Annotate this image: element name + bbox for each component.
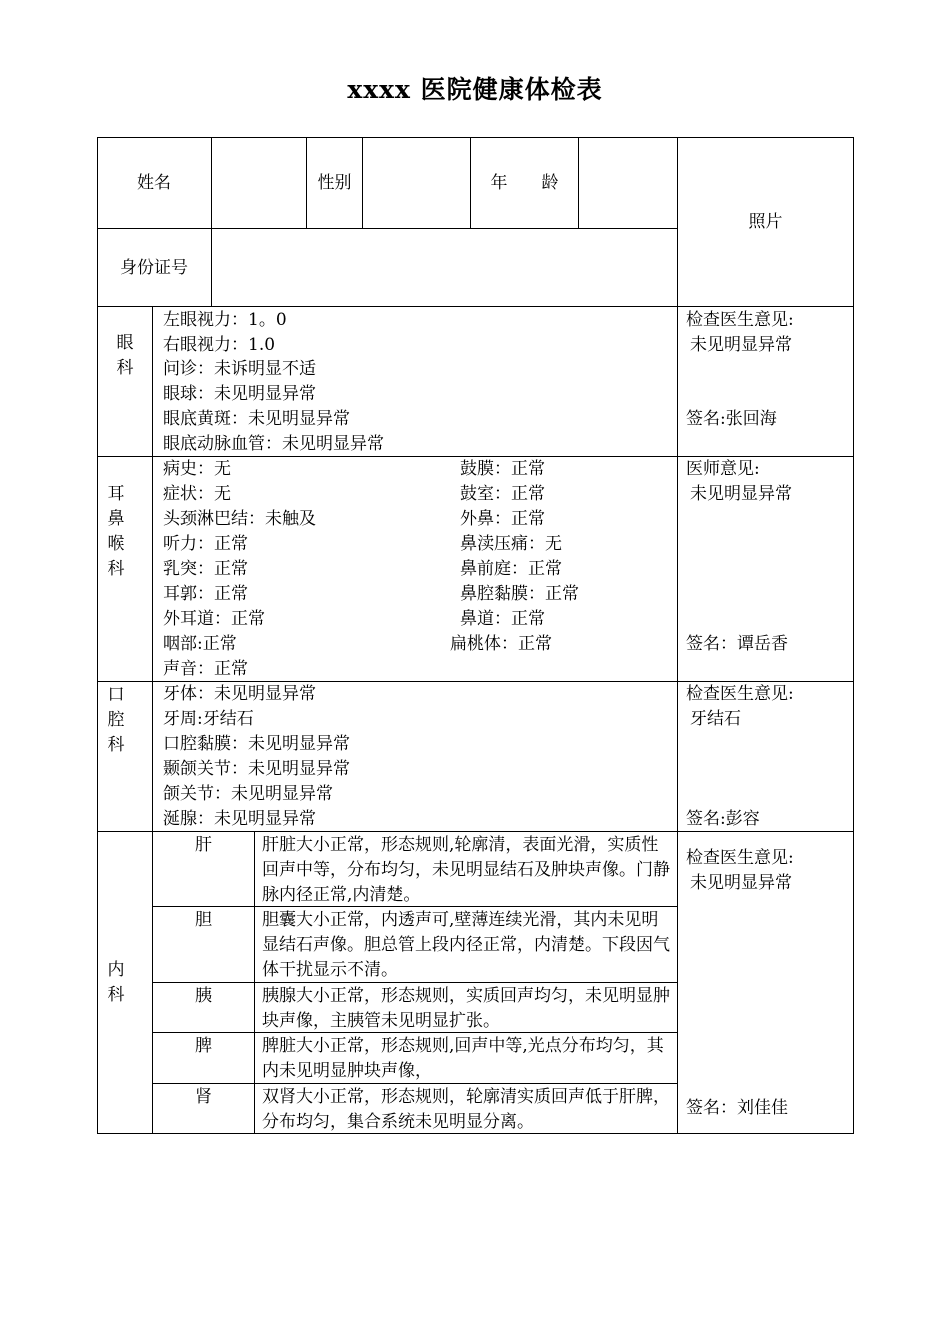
eye-line: 问诊：未诉明显不适: [163, 359, 316, 379]
oral-line: 涎腺：未见明显异常: [163, 809, 316, 829]
ent-left-line: 声音：正常: [163, 659, 248, 679]
eye-opinion: 未见明显异常: [690, 335, 792, 355]
ent-left-line: 乳突：正常: [163, 559, 248, 579]
eye-line: 眼底黄斑：未见明显异常: [163, 409, 350, 429]
organ-name-spleen: 脾: [195, 1036, 212, 1056]
ent-right-line: 鼻前庭：正常: [460, 559, 562, 579]
oral-line: 牙体：未见明显异常: [163, 684, 316, 704]
id-field[interactable]: [212, 229, 676, 306]
eye-line: 左眼视力：1。0: [163, 310, 287, 330]
oral-line: 口腔黏膜：未见明显异常: [163, 734, 350, 754]
photo-label: 照片: [748, 212, 783, 232]
organ-text-gallbladder: 胆囊大小正常，内透声可,壁薄连续光滑，其内未见明显结石声像。胆总管上段内径正常，内清楚。下段因气体干扰显示不清。: [262, 910, 670, 980]
ent-right-line: 鼻渎压痛：无: [460, 534, 562, 554]
ent-left-line: 外耳道：正常: [163, 609, 265, 629]
oral-opinion-label: 检查医生意见:: [686, 684, 794, 704]
photo-area: [678, 138, 853, 306]
ent-left-line: 病史：无: [163, 459, 231, 479]
organ-text-spleen: 脾脏大小正常，形态规则,回声中等,光点分布均匀，其内未见明显肿块声像，: [262, 1036, 664, 1081]
id-label: 身份证号: [120, 258, 188, 278]
ent-left-line: 咽部:正常: [163, 634, 237, 654]
internal-opinion: 未见明显异常: [690, 873, 792, 893]
organ-text-liver: 肝脏大小正常，形态规则,轮廓清，表面光滑，实质性回声中等，分布均匀，未见明显结石及肿块声像。门静脉内径正常,内清楚。: [262, 835, 670, 905]
name-field[interactable]: [212, 138, 305, 228]
oral-line: 牙周:牙结石: [163, 709, 254, 729]
ent-right-line: 鼻道：正常: [460, 609, 545, 629]
eye-dept-label: 眼科: [116, 333, 134, 378]
ent-dept-label: 耳鼻喉科: [107, 484, 125, 579]
gender-label: 性别: [317, 173, 352, 193]
eye-signature: 签名:张回海: [686, 409, 777, 429]
ent-left-line: 耳郭：正常: [163, 584, 248, 604]
age-label: 年 龄: [490, 173, 559, 193]
organ-name-gallbladder: 胆: [195, 910, 212, 930]
ent-left-line: 头颈淋巴结：未触及: [163, 509, 316, 529]
oral-signature: 签名:彭容: [686, 809, 760, 829]
organ-text-pancreas: 胰腺大小正常，形态规则，实质回声均匀，未见明显肿块声像，主胰管未见明显扩张。: [262, 986, 670, 1031]
oral-opinion: 牙结石: [690, 709, 741, 729]
ent-right-line: 外鼻：正常: [460, 509, 545, 529]
ent-opinion: 未见明显异常: [690, 484, 792, 504]
organ-text-kidney: 双肾大小正常，形态规则，轮廓清实质回声低于肝脾，分布均匀，集合系统未见明显分离。: [262, 1087, 670, 1132]
organ-name-liver: 肝: [195, 835, 212, 855]
ent-left-line: 症状：无: [163, 484, 231, 504]
oral-line: 颞颌关节：未见明显异常: [163, 759, 350, 779]
oral-line: 颌关节：未见明显异常: [163, 784, 333, 804]
ent-right-line: 扁桃体：正常: [450, 634, 552, 654]
oral-dept-label: 口腔科: [107, 685, 125, 755]
ent-right-line: 鼓膜：正常: [460, 459, 545, 479]
ent-left-line: 听力：正常: [163, 534, 248, 554]
name-label: 姓名: [137, 173, 171, 193]
ent-opinion-label: 医师意见:: [686, 459, 760, 479]
ent-right-line: 鼓室：正常: [460, 484, 545, 504]
ent-right-line: 鼻腔黏膜：正常: [460, 584, 579, 604]
eye-line: 右眼视力：1.0: [163, 335, 276, 355]
internal-dept-label: 内科: [107, 960, 125, 1005]
form-title: xxxx 医院健康体检表: [347, 75, 603, 104]
eye-opinion-label: 检查医生意见:: [686, 310, 794, 330]
ent-signature: 签名：谭岳香: [686, 634, 788, 654]
age-field[interactable]: [579, 138, 676, 228]
internal-signature: 签名：刘佳佳: [686, 1098, 788, 1118]
eye-line: 眼球：未见明显异常: [163, 384, 316, 404]
internal-opinion-label: 检查医生意见:: [686, 848, 794, 868]
organ-name-kidney: 肾: [195, 1087, 212, 1107]
eye-line: 眼底动脉血管：未见明显异常: [163, 434, 384, 454]
gender-field[interactable]: [363, 138, 469, 228]
organ-name-pancreas: 胰: [195, 986, 212, 1006]
